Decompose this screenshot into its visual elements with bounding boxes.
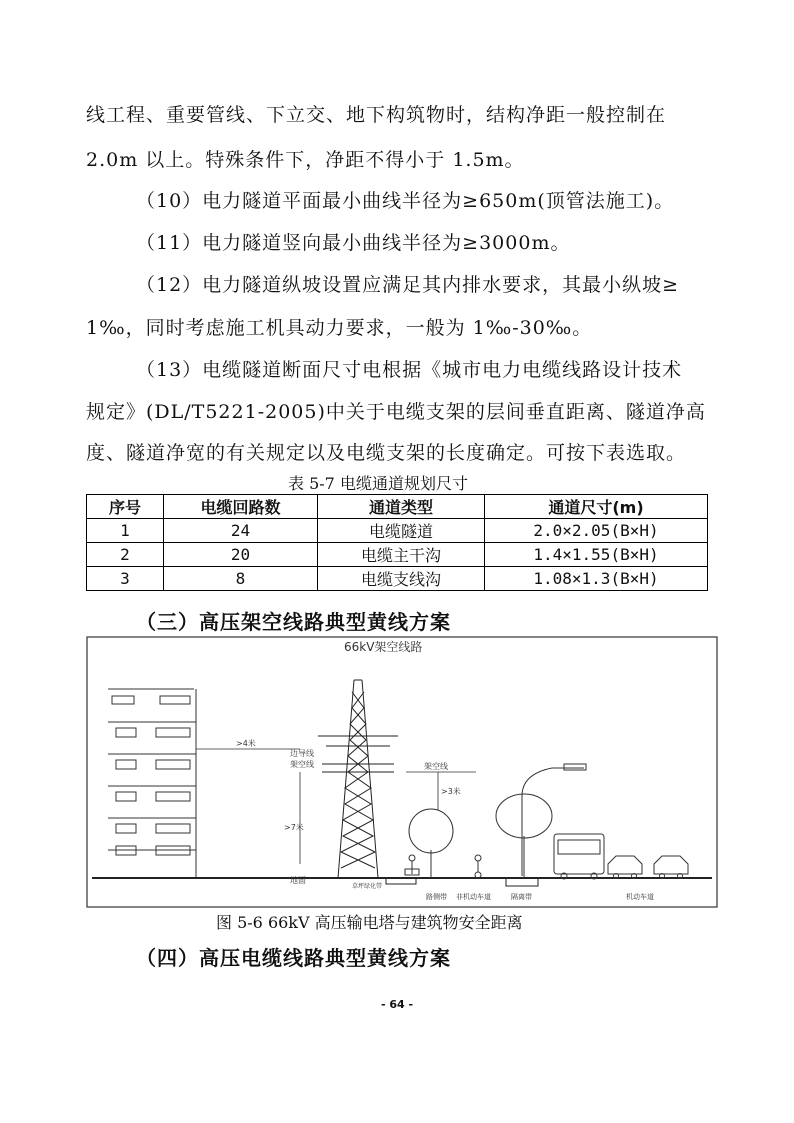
tree-clearance-label: >3米	[441, 787, 461, 796]
paragraph-line-5: （12）电力隧道纵坡设置应满足其内排水要求，其最小纵坡≥	[136, 274, 680, 296]
bike-lane-label: 非机动车道	[456, 893, 491, 901]
table-cell: 1	[87, 519, 164, 543]
building-distance-label: >4米	[236, 739, 256, 748]
table-cell: 电缆主干沟	[318, 543, 485, 567]
table-row	[87, 567, 708, 591]
table-cell: 电缆隧道	[318, 519, 485, 543]
table-row	[87, 543, 708, 567]
sidewalk-strip-label: 路侧带	[426, 893, 447, 901]
table-cell: 3	[87, 567, 164, 591]
ground-label: 地面	[290, 876, 306, 885]
table-cell: 1.08×1.3(B×H)	[485, 567, 708, 591]
table-cell: 2.0×2.05(B×H)	[485, 519, 708, 543]
table-header-cell: 通道尺寸(m)	[485, 495, 708, 519]
tower-building-distance-figure	[86, 636, 718, 908]
overhead-line-label-a: 架空线	[290, 760, 314, 769]
overhead-line-label-b: 架空线	[424, 762, 448, 771]
edge-wire-label: 边导线	[290, 749, 314, 758]
paragraph-line-2: 2.0m 以上。特殊条件下，净距不得小于 1.5m。	[86, 149, 525, 171]
table-row	[87, 519, 708, 543]
table-cell: 24	[164, 519, 318, 543]
paragraph-line-8: 规定》(DL/T5221-2005)中关于电缆支架的层间垂直距离、隧道净高	[86, 401, 706, 423]
table-cell: 20	[164, 543, 318, 567]
table-cell: 电缆支线沟	[318, 567, 485, 591]
vertical-clearance-label: >7米	[284, 823, 304, 832]
figure-title: 66kV架空线路	[344, 640, 423, 654]
table-cell: 2	[87, 543, 164, 567]
table-cell: 1.4×1.55(B×H)	[485, 543, 708, 567]
page-number: - 64 -	[380, 998, 414, 1011]
paragraph-line-1: 线工程、重要管线、下立交、地下构筑物时，结构净距一般控制在	[86, 104, 667, 126]
pedestrian-path-label: 草坪绿化带	[352, 883, 383, 890]
median-label: 隔离带	[511, 893, 532, 901]
paragraph-line-4: （11）电力隧道竖向最小曲线半径为≥3000m。	[136, 232, 571, 254]
table-caption: 表 5-7 电缆通道规划尺寸	[288, 474, 468, 493]
paragraph-line-6: 1‰，同时考虑施工机具动力要求，一般为 1‰-30‰。	[86, 317, 593, 339]
cable-channel-table	[86, 494, 708, 591]
table-cell: 8	[164, 567, 318, 591]
table-header-cell: 通道类型	[318, 495, 485, 519]
section-4-heading: （四）高压电缆线路典型黄线方案	[136, 946, 451, 970]
paragraph-line-3: （10）电力隧道平面最小曲线半径为≥650m(顶管法施工)。	[136, 190, 675, 212]
paragraph-line-9: 度、隧道净宽的有关规定以及电缆支架的长度确定。可按下表选取。	[86, 442, 687, 464]
section-3-heading: （三）高压架空线路典型黄线方案	[136, 610, 451, 634]
paragraph-line-7: （13）电缆隧道断面尺寸电根据《城市电力电缆线路设计技术	[136, 359, 683, 381]
table-header-cell: 序号	[87, 495, 164, 519]
figure-caption: 图 5-6 66kV 高压输电塔与建筑物安全距离	[216, 913, 523, 932]
table-header-row	[87, 495, 708, 519]
table-header-cell: 电缆回路数	[164, 495, 318, 519]
motor-lane-label: 机动车道	[626, 893, 654, 901]
